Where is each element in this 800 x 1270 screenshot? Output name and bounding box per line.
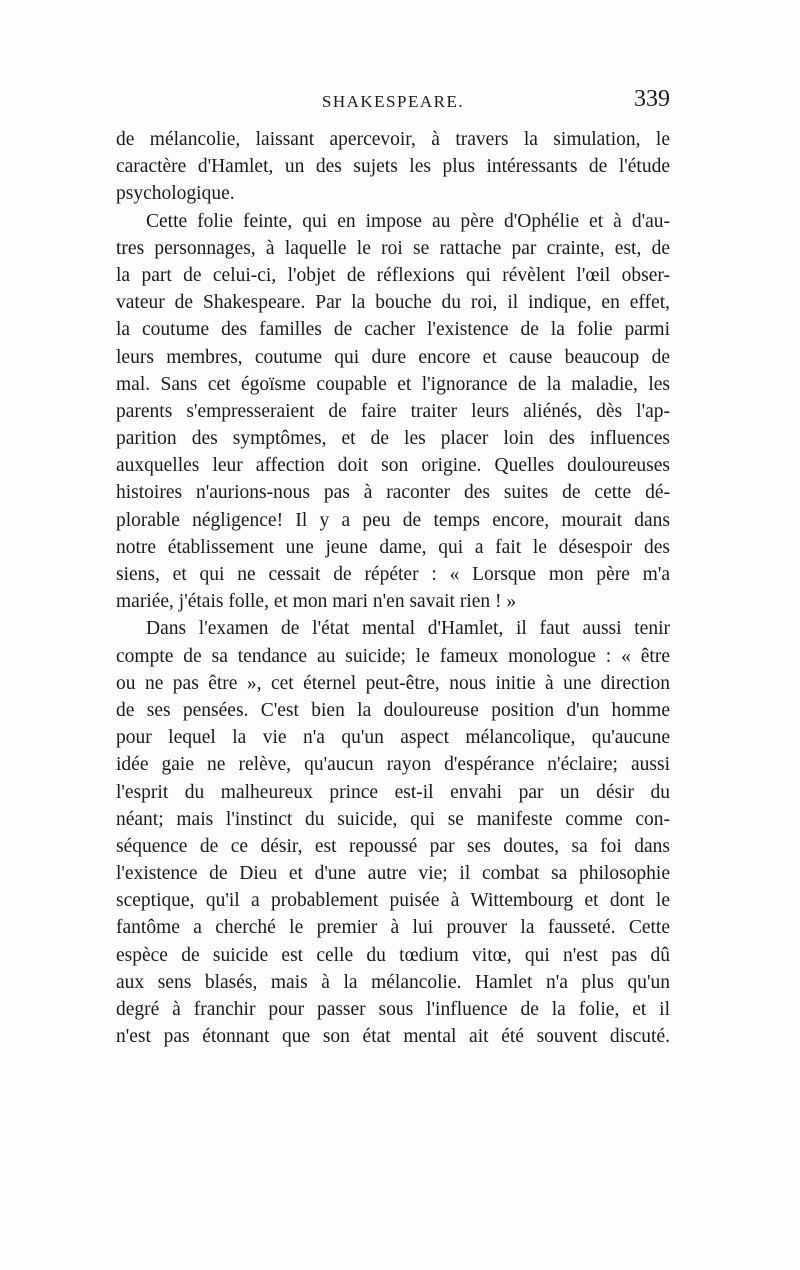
text-line: fantôme a cherché le premier à lui prouver la fausseté. Cette — [116, 917, 670, 939]
text-line: séquence de ce désir, est repoussé par ses doutes, sa foi dans — [116, 835, 670, 857]
text-line: vateur de Shakespeare. Par la bouche du roi, il indique, en effet, — [116, 292, 670, 314]
text-line: idée gaie ne relève, qu'aucun rayon d'espérance n'éclaire; aussi — [116, 754, 670, 776]
text-line: Cette folie feinte, qui en impose au père d'Ophélie et à d'au- — [146, 210, 670, 232]
text-line: caractère d'Hamlet, un des sujets les plus intéressants de l'étude — [116, 156, 670, 178]
text-line: espèce de suicide est celle du tœdium vitœ, qui n'est pas dû — [116, 944, 670, 966]
body-text — [116, 126, 670, 1050]
text-line: tres personnages, à laquelle le roi se rattache par crainte, est, de — [116, 237, 670, 259]
page-number: 339 — [634, 86, 670, 112]
text-line: néant; mais l'instinct du suicide, qui se manifeste comme con- — [116, 808, 670, 830]
text-line: la coutume des familles de cacher l'existence de la folie parmi — [116, 319, 670, 341]
text-line: mariée, j'étais folle, et mon mari n'en savait rien ! » — [116, 591, 517, 613]
text-line: ou ne pas être », cet éternel peut-être, nous initie à une direction — [116, 672, 670, 694]
running-title: SHAKESPEARE. — [321, 92, 465, 111]
text-line: aux sens blasés, mais à la mélancolie. Hamlet n'a plus qu'un — [116, 971, 670, 993]
text-line: psychologique. — [116, 183, 235, 205]
text-line: Dans l'examen de l'état mental d'Hamlet, il faut aussi tenir — [146, 618, 670, 640]
text-line: n'est pas étonnant que son état mental ait été souvent discuté. — [116, 1026, 670, 1048]
text-line: plorable négligence! Il y a peu de temps encore, mourait dans — [116, 509, 670, 531]
text-line: l'existence de Dieu et d'une autre vie; il combat sa philosophie — [116, 863, 670, 885]
text-line: siens, et qui ne cessait de répéter : « Lorsque mon père m'a — [116, 564, 670, 585]
text-line: histoires n'aurions-nous pas à raconter des suites de cette dé- — [116, 482, 670, 504]
text-line: sceptique, qu'il a probablement puisée à Wittembourg et dont le — [116, 890, 670, 912]
text-line: parents s'empresseraient de faire traiter leurs aliénés, dès l'ap- — [116, 400, 670, 422]
text-line: l'esprit du malheureux prince est-il envahi par un désir du — [116, 781, 670, 803]
text-line: pour lequel la vie n'a qu'un aspect mélancolique, qu'aucune — [116, 727, 670, 749]
text-line: leurs membres, coutume qui dure encore et cause beaucoup de — [116, 346, 670, 368]
text-line: mal. Sans cet égoïsme coupable et l'ignorance de la maladie, les — [116, 373, 670, 395]
text-line: notre établissement une jeune dame, qui a fait le désespoir des — [116, 536, 670, 558]
text-line: degré à franchir pour passer sous l'influence de la folie, et il — [116, 999, 670, 1020]
text-line: compte de sa tendance au suicide; le fameux monologue : « être — [116, 645, 670, 667]
text-line: de mélancolie, laissant apercevoir, à travers la simulation, le — [116, 129, 670, 150]
text-line: de ses pensées. C'est bien la douloureuse position d'un homme — [116, 699, 670, 721]
text-line: la part de celui-ci, l'objet de réflexions qui révèlent l'œil obser- — [116, 264, 670, 286]
page-header — [116, 86, 670, 116]
text-line: parition des symptômes, et de les placer loin des influences — [116, 428, 670, 450]
text-line: auxquelles leur affection doit son origine. Quelles douloureuses — [116, 455, 670, 477]
